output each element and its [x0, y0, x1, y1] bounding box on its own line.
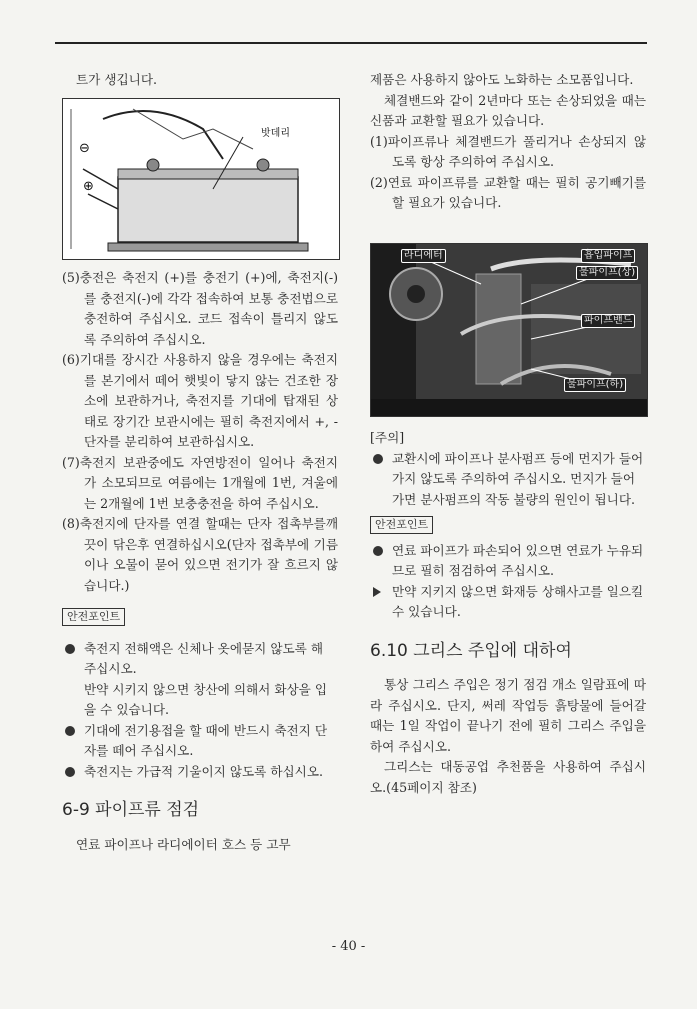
minus-terminal-icon: ⊖	[79, 141, 90, 156]
bullet-icon	[65, 639, 75, 661]
section-paragraph: 통상 그리스 주입은 정기 점검 개소 일람표에 따라 주십시오. 단지, 써레 작업등 흙탕물에 들어갈 때는 1일 작업이 끝나기 전에 필히 그리스 주입을 하여 주십시오.	[370, 677, 646, 754]
battery-label: 밧데리	[261, 128, 290, 139]
section-paragraph: 그리스는 대동공업 추천품을 사용하여 주십시오.(45페이지 참조)	[370, 759, 646, 795]
bullet-icon	[65, 721, 75, 743]
right-column	[370, 70, 646, 214]
safety-bullet: 축전지 전해액은 신체나 옷에묻지 않도록 해 주십시오.	[62, 639, 338, 680]
section-title: 6.10 그리스 주입에 대하여	[370, 640, 572, 661]
list-item: (2)연료 파이프류를 교환할 때는 필히 공기빼기를 할 필요가 있습니다.	[370, 174, 646, 210]
bullet-icon	[65, 762, 75, 784]
safety-point-tag: 안전포인트	[370, 516, 433, 534]
safety-bullet: 연료 파이프가 파손되어 있으면 연료가 누유되므로 필히 점검하여 주십시오.	[370, 541, 646, 582]
safety-bullet-note: 반약 시키지 않으면 창산에 의해서 화상을 입을 수 있습니다.	[84, 681, 327, 717]
intake-pipe-label: 흡입파이프	[581, 249, 635, 263]
battery-illustration	[63, 99, 339, 259]
right-continuation-text: 제품은 사용하지 않아도 노화하는 소모품입니다.	[370, 72, 634, 87]
safety-bullet: 기대에 전기용접을 할 때에 반드시 축전지 단자를 떼어 주십시오.	[62, 721, 338, 762]
arrow-icon	[373, 582, 381, 604]
list-item: (8)축전지에 단자를 연결 할때는 단자 접촉부를깨끗이 닦은후 연결하십시오(단자 접촉부에 기름이나 오물이 묻어 있으면 전기가 잘 흐르지 않습니다.)	[62, 516, 338, 593]
battery-figure	[62, 98, 340, 260]
section-text: 연료 파이프나 라디에이터 호스 등 고무	[76, 836, 291, 852]
safety-bullet: 축전지는 가급적 기울이지 않도록 하십시오.	[62, 762, 338, 783]
left-continuation-text: 트가 생깁니다.	[76, 72, 157, 87]
lower-water-pipe-label: 물파이프(하)	[564, 378, 626, 392]
caution-bullet: 교환시에 파이프나 분사펌프 등에 먼지가 들어가지 않도록 주의하여 주십시오. 먼지가 들어가면 분사펌프의 작동 불량의 원인이 됩니다.	[370, 449, 646, 511]
bullet-icon	[373, 449, 383, 471]
pipe-band-label: 파이프밴드	[581, 314, 635, 328]
plus-terminal-icon: ⊕	[83, 179, 94, 194]
right-paragraph: 체결밴드와 같이 2년마다 또는 손상되었을 때는 신품과 교환할 필요가 있습니다.	[370, 92, 646, 128]
left-column	[62, 70, 338, 91]
caution-heading: [주의]	[370, 430, 405, 445]
right-lower	[370, 428, 646, 798]
warning-arrow-item: 만약 지키지 않으면 화재등 상해사고를 일으킬 수 있습니다.	[370, 582, 646, 623]
section-title: 6-9 파이프류 점검	[62, 800, 200, 820]
list-item: (7)축전지 보관중에도 자연방전이 일어나 축전지가 소모되므로 여름에는 1개월에 1번, 겨울에는 2개월에 1번 보충충전을 하여 주십시오.	[62, 454, 338, 511]
list-item: (6)기대를 장시간 사용하지 않을 경우에는 축전지를 본기에서 떼어 햇빛이 닿지 않는 건조한 장소에 보관하거나, 축전지를 기대에 탑재된 상태로 장기간 보관시에는 필히 축전지에서 +, -단자를 분리하여 보관하십시오.	[62, 352, 338, 449]
upper-water-pipe-label: 물파이프(상)	[576, 266, 638, 280]
top-rule	[55, 42, 647, 44]
left-items	[62, 268, 338, 855]
bullet-icon	[373, 541, 383, 563]
radiator-label: 라디에터	[401, 249, 446, 263]
page-number: - 40 -	[331, 939, 366, 954]
safety-point-tag: 안전포인트	[62, 608, 125, 626]
engine-pipes-figure	[370, 243, 648, 417]
list-item: (5)충전은 축전지 (+)를 충전기 (+)에, 축전지(-)를 충전지(-)에 각각 접속하여 보통 충전법으로 충전하여 주십시오. 코드 접속이 틀리지 않도록 주의하여 주십시오.	[62, 270, 338, 347]
list-item: (1)파이프류나 체결밴드가 풀리거나 손상되지 않도록 항상 주의하여 주십시오.	[370, 133, 646, 169]
